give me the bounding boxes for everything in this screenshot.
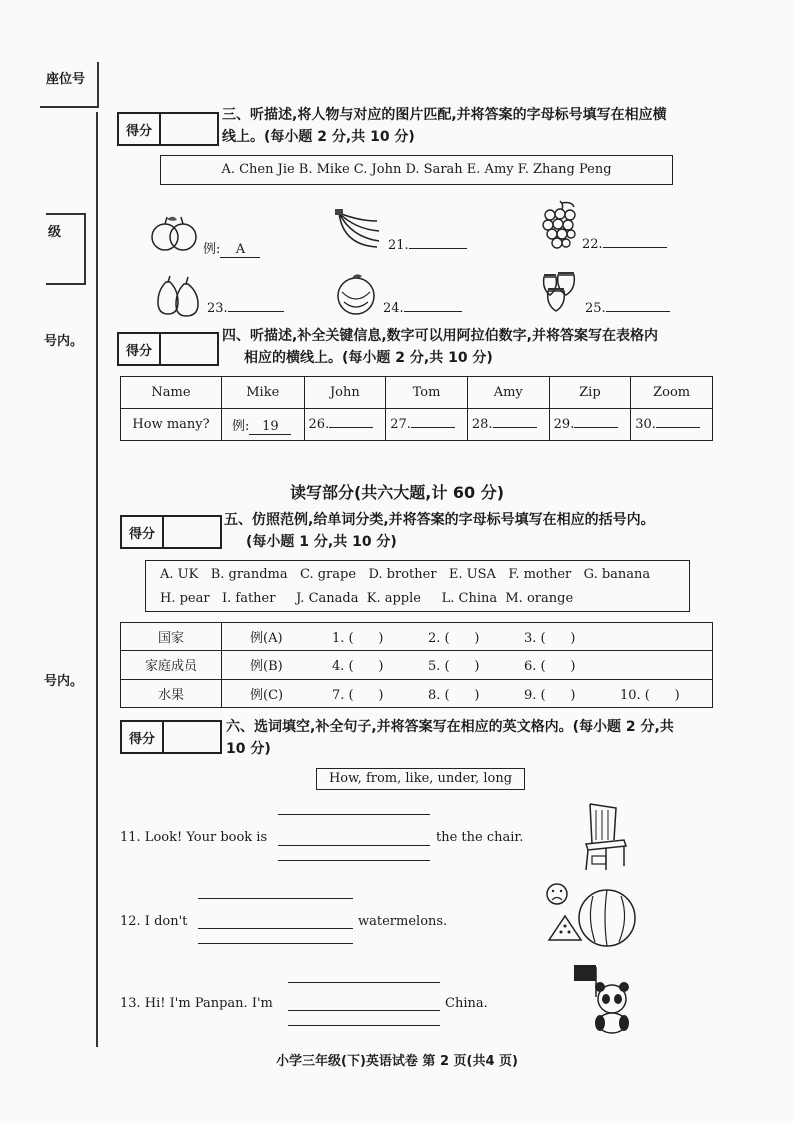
item-28-number: 28. xyxy=(471,417,493,432)
section4-title-line1: 四、听描述,补全关键信息,数字可以用阿拉伯数字,并将答案写在表格内 xyxy=(222,328,658,344)
item-7[interactable]: 7. ( ) xyxy=(332,687,384,703)
margin-note-2: 号内。 xyxy=(44,674,84,689)
q13-suffix: China. xyxy=(445,996,488,1011)
q12-blank[interactable] xyxy=(198,928,353,929)
item-21-blank[interactable] xyxy=(409,248,467,249)
example-answer: 19 xyxy=(249,419,291,435)
wordbox: How, from, like, under, long xyxy=(316,768,525,790)
header-mike: Mike xyxy=(222,377,305,409)
section6-title xyxy=(226,716,716,760)
margin-note-1: 号内。 xyxy=(44,334,84,349)
score-field[interactable] xyxy=(164,722,220,752)
item-29-number: 29. xyxy=(553,417,575,432)
q11-guide-bottom xyxy=(278,860,430,861)
item-26-number: 26. xyxy=(308,417,330,432)
watermelon-icon xyxy=(545,880,640,948)
row-country xyxy=(222,623,713,651)
item-24-blank[interactable] xyxy=(404,311,462,312)
category-country: 国家 xyxy=(121,623,222,651)
score-field[interactable] xyxy=(161,334,217,364)
item-23-blank[interactable] xyxy=(228,311,284,312)
item-9[interactable]: 9. ( ) xyxy=(524,687,576,703)
cell-26 xyxy=(304,409,386,441)
pears-icon xyxy=(152,274,202,318)
score-label: 得分 xyxy=(119,114,161,144)
q11-guide-top xyxy=(278,814,430,815)
q11-prefix: 11. Look! Your book is xyxy=(120,830,268,845)
item-25-blank[interactable] xyxy=(606,311,670,312)
item-23-number: 23. xyxy=(207,301,228,316)
item-2[interactable]: 2. ( ) xyxy=(428,631,480,647)
score-box-6 xyxy=(120,720,222,754)
score-label: 得分 xyxy=(119,334,161,364)
section5-title-line2: (每小题 1 分,共 10 分) xyxy=(246,534,397,550)
section5-table xyxy=(120,622,713,708)
item-1[interactable]: 1. ( ) xyxy=(332,631,384,647)
item-23 xyxy=(207,301,284,316)
item-29-blank[interactable] xyxy=(574,427,618,428)
item-22 xyxy=(582,237,667,252)
row-family xyxy=(222,651,713,679)
item-21-number: 21. xyxy=(388,238,409,253)
section4-title xyxy=(222,325,722,369)
item-28-blank[interactable] xyxy=(493,427,537,428)
bananas-icon xyxy=(333,207,383,253)
part2-title: 读写部分(共六大题,计 60 分) xyxy=(289,483,505,502)
item-27-blank[interactable] xyxy=(411,427,455,428)
category-family: 家庭成员 xyxy=(121,651,222,679)
item-10[interactable]: 10. ( ) xyxy=(620,687,680,703)
example-answer: A xyxy=(220,242,260,258)
class-label: 级 xyxy=(48,225,62,240)
item-21 xyxy=(388,238,467,253)
item-26-blank[interactable] xyxy=(329,427,373,428)
grapes-icon xyxy=(540,199,580,251)
item-24 xyxy=(383,301,462,316)
item-22-blank[interactable] xyxy=(603,247,667,248)
apples-icon xyxy=(150,213,200,255)
section3-title xyxy=(222,104,722,148)
q13-prefix: 13. Hi! I'm Panpan. I'm xyxy=(120,996,273,1011)
header-john: John xyxy=(304,377,386,409)
item-5[interactable]: 5. ( ) xyxy=(428,659,480,675)
example-21 xyxy=(203,238,260,258)
q13-guide-top xyxy=(288,982,440,983)
section5-options-box xyxy=(145,560,690,612)
section3-options-box: A. Chen Jie B. Mike C. John D. Sarah E. Amy F. Zhang Peng xyxy=(160,155,673,185)
oranges-icon xyxy=(330,270,380,316)
binding-line xyxy=(96,112,98,1047)
item-4[interactable]: 4. ( ) xyxy=(332,659,384,675)
q12-prefix: 12. I don't xyxy=(120,914,188,929)
header-zoom: Zoom xyxy=(631,377,713,409)
section5-title-line1: 五、仿照范例,给单词分类,并将答案的字母标号填写在相应的括号内。 xyxy=(224,512,655,528)
q12-guide-top xyxy=(198,898,353,899)
q13-guide-bottom xyxy=(288,1025,440,1026)
section5-options-line2: H. pear I. father J. Canada K. apple L. China M. orange xyxy=(160,591,574,606)
q12-suffix: watermelons. xyxy=(358,914,448,929)
item-30-blank[interactable] xyxy=(656,427,700,428)
example-label: 例: xyxy=(232,418,250,434)
score-label: 得分 xyxy=(122,722,164,752)
section5-options-line1: A. UK B. grandma C. grape D. brother E. USA F. mother G. banana xyxy=(160,567,651,582)
seat-number-label: 座位号 xyxy=(46,72,86,87)
q13-blank[interactable] xyxy=(288,1010,440,1011)
score-box-3 xyxy=(117,112,219,146)
q11-suffix: the the chair. xyxy=(436,830,524,845)
row-label-how-many: How many? xyxy=(121,409,222,441)
item-27-number: 27. xyxy=(390,417,411,432)
chair-icon xyxy=(580,800,630,872)
section6-title-line1: 六、选词填空,补全句子,并将答案写在相应的英文格内。(每小题 2 分,共 xyxy=(226,719,674,735)
item-30-number: 30. xyxy=(635,417,656,432)
score-label: 得分 xyxy=(122,517,164,547)
category-fruit: 水果 xyxy=(121,679,222,707)
q11-blank[interactable] xyxy=(278,845,430,846)
item-3[interactable]: 3. ( ) xyxy=(524,631,576,647)
section6-title-line2: 10 分) xyxy=(226,741,271,757)
section4-title-line2: 相应的横线上。(每小题 2 分,共 10 分) xyxy=(244,350,493,366)
item-6[interactable]: 6. ( ) xyxy=(524,659,576,675)
item-25 xyxy=(585,301,670,316)
score-box-5 xyxy=(120,515,222,549)
example-fruit: 例(C) xyxy=(250,687,284,703)
header-amy: Amy xyxy=(467,377,549,409)
item-24-number: 24. xyxy=(383,301,404,316)
section4-table xyxy=(120,376,713,441)
row-fruit xyxy=(222,679,713,707)
item-22-number: 22. xyxy=(582,237,603,252)
section3-title-line2: 线上。(每小题 2 分,共 10 分) xyxy=(222,129,415,145)
cell-30 xyxy=(631,409,713,441)
strawberries-icon xyxy=(538,265,582,313)
header-zip: Zip xyxy=(549,377,631,409)
cell-27 xyxy=(386,409,468,441)
example-cell xyxy=(222,409,305,441)
example-country: 例(A) xyxy=(250,631,283,647)
item-8[interactable]: 8. ( ) xyxy=(428,687,480,703)
score-field[interactable] xyxy=(164,517,220,547)
header-tom: Tom xyxy=(386,377,468,409)
item-25-number: 25. xyxy=(585,301,606,316)
q12-guide-bottom xyxy=(198,943,353,944)
panda-flag-icon xyxy=(570,963,636,1035)
example-family: 例(B) xyxy=(250,659,283,675)
class-box xyxy=(46,213,86,285)
section3-title-line1: 三、听描述,将人物与对应的图片匹配,并将答案的字母标号填写在相应横 xyxy=(222,107,667,123)
seat-number-box xyxy=(40,62,99,108)
header-name: Name xyxy=(121,377,222,409)
section5-title xyxy=(224,509,724,553)
example-label: 例: xyxy=(203,242,221,257)
cell-28 xyxy=(467,409,549,441)
page-footer: 小学三年级(下)英语试卷 第 2 页(共4 页) xyxy=(276,1054,518,1069)
cell-29 xyxy=(549,409,631,441)
score-field[interactable] xyxy=(161,114,217,144)
score-box-4 xyxy=(117,332,219,366)
